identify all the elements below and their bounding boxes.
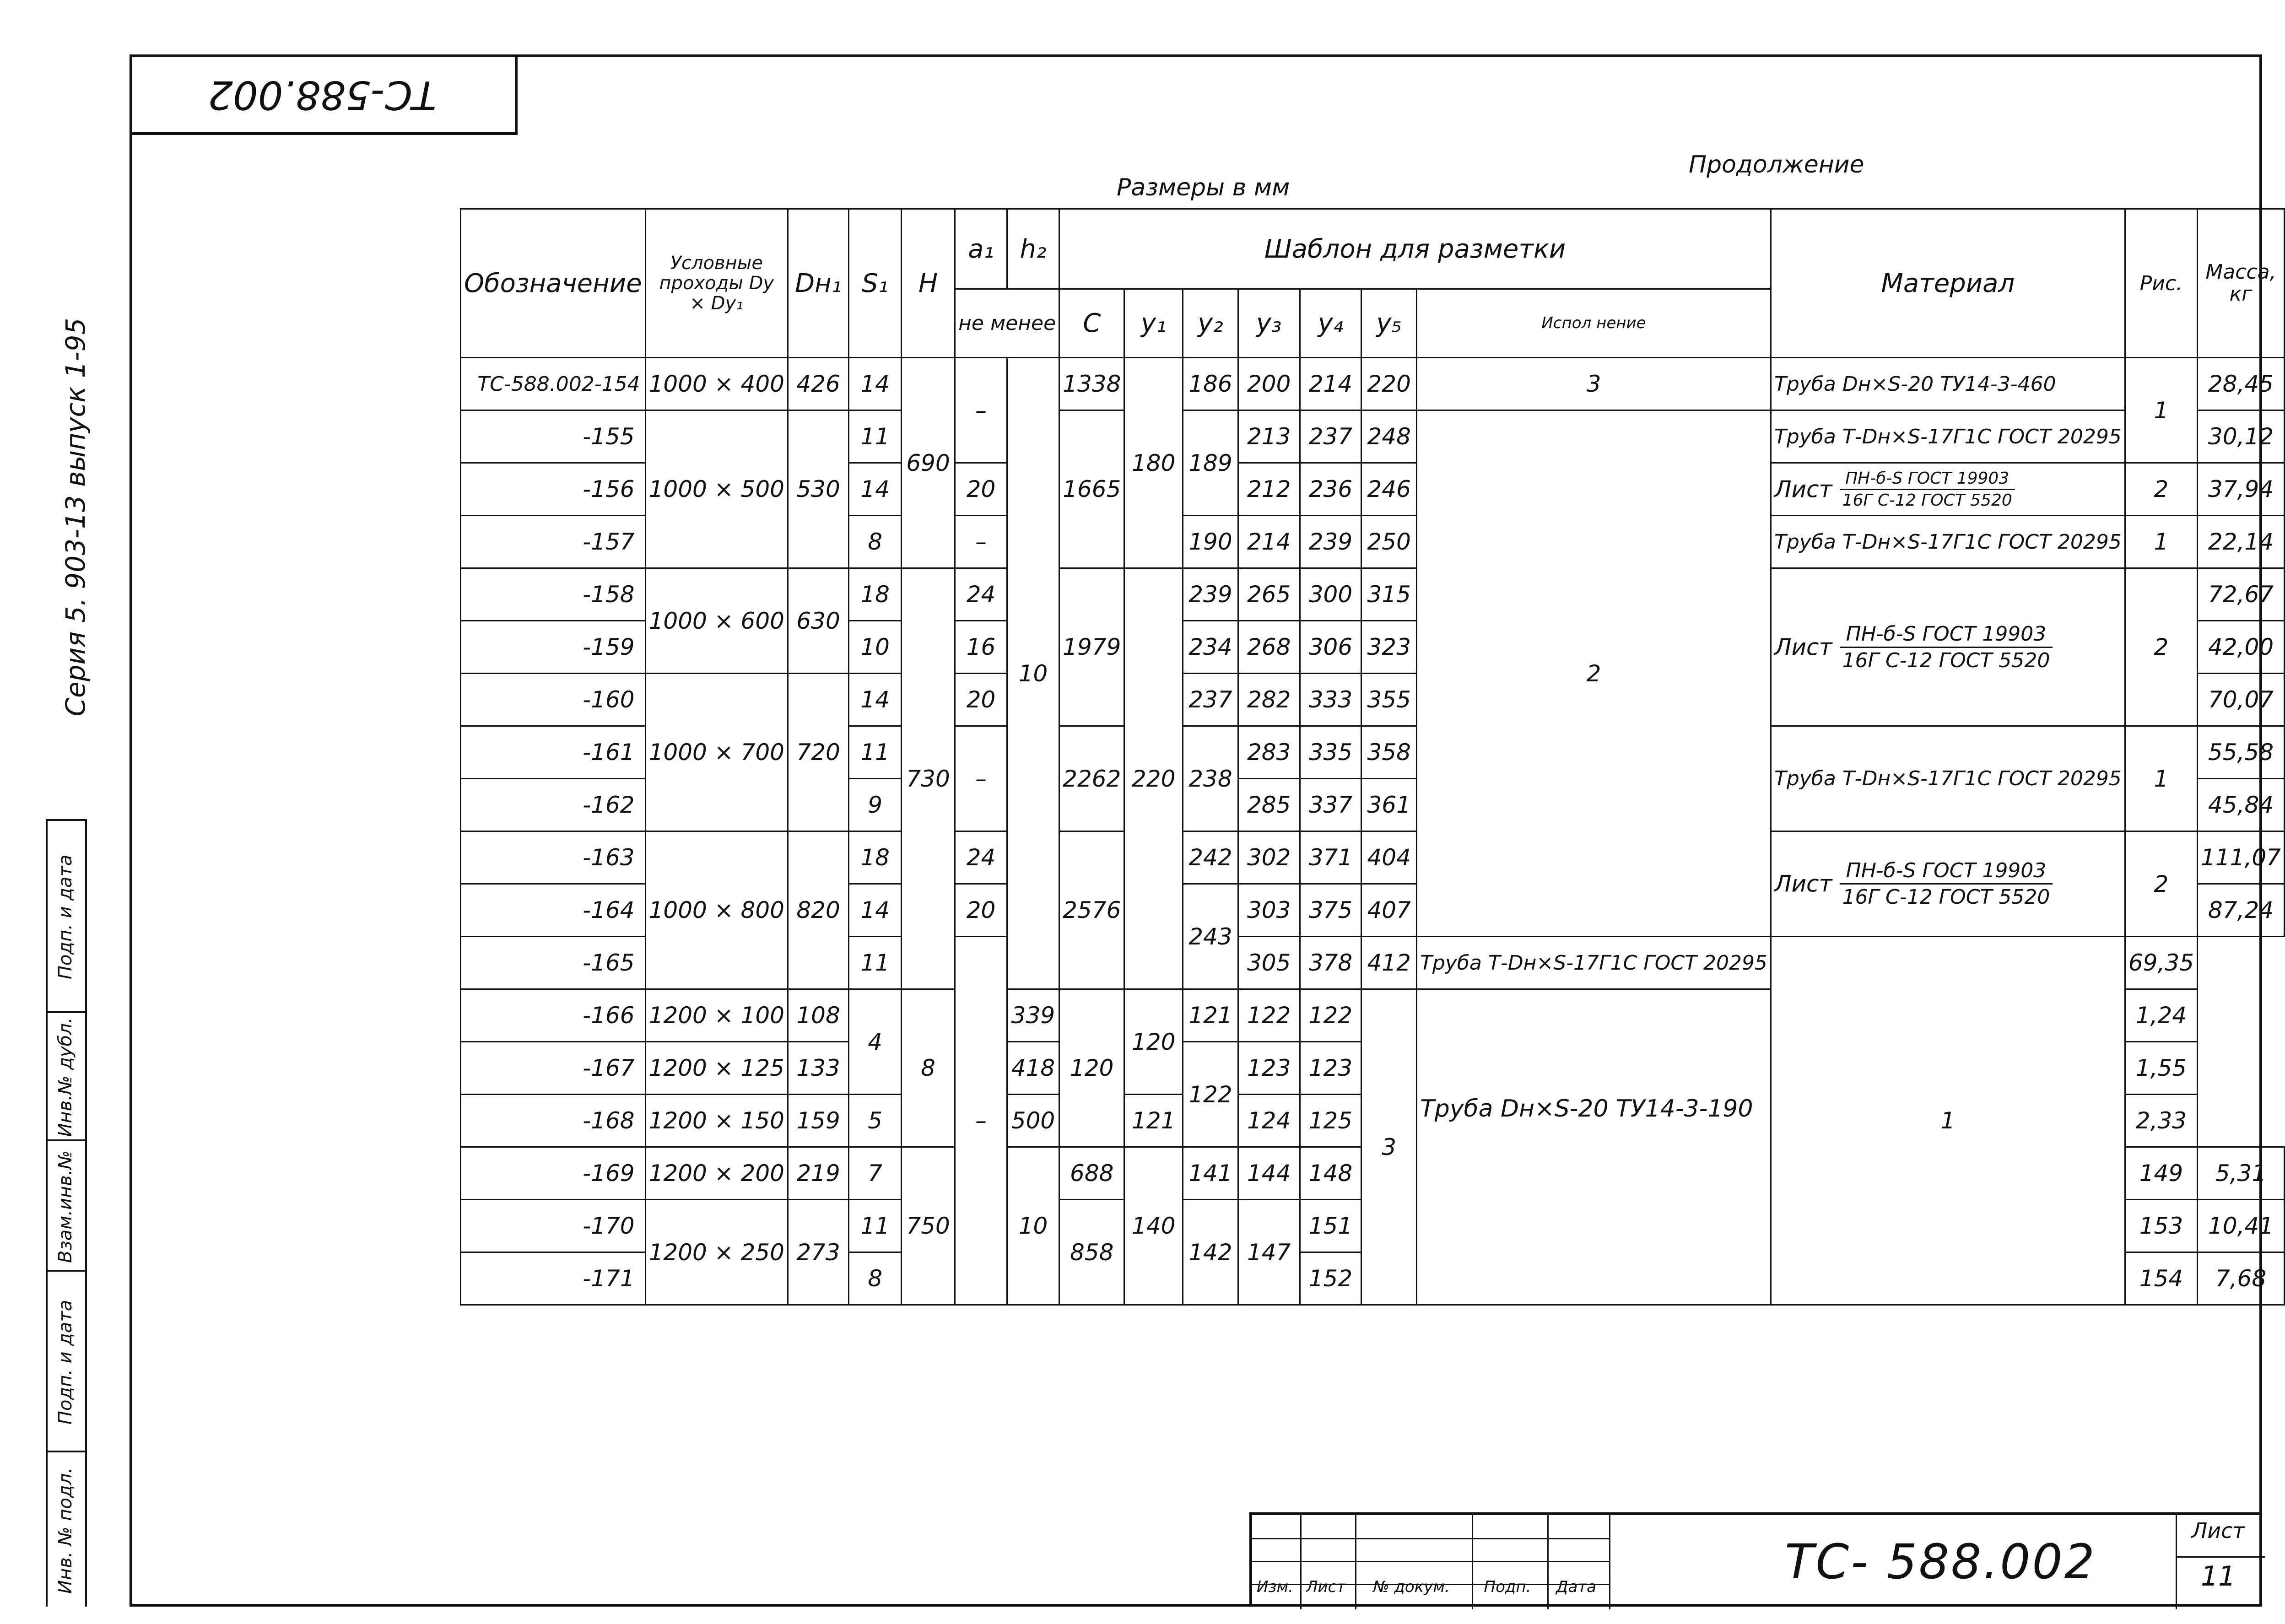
designation-cell: -168 — [461, 1095, 646, 1147]
y5-cell: 248 — [1361, 410, 1417, 463]
side-stamp — [46, 819, 133, 1607]
fig-cell: 1 — [1771, 937, 2125, 1305]
a1-cell: 24 — [955, 568, 1007, 621]
a1-cell: 20 — [955, 674, 1007, 726]
y5-cell: 412 — [1361, 937, 1417, 989]
a1-cell: – — [955, 726, 1007, 831]
mass-cell: 55,58 — [2198, 726, 2285, 779]
c-cell: 858 — [1059, 1200, 1124, 1305]
mass-cell: 87,24 — [2198, 884, 2285, 937]
series-text: Серия 5. 903-13 выпуск 1-95 — [60, 318, 91, 717]
material-cell: Труба Dн×S-20 ТУ14-3-460 — [1771, 358, 2125, 410]
header-dn: Dн₁ — [788, 209, 848, 358]
designation-cell: -159 — [461, 621, 646, 674]
passages-cell: 1200 × 100 — [645, 989, 788, 1042]
header-template: Шаблон для разметки — [1059, 209, 1771, 289]
fig-cell: 2 — [2125, 463, 2197, 516]
header-passages: Условные проходы Dу × Dу₁ — [645, 209, 788, 358]
header-y1: y₁ — [1124, 289, 1183, 358]
side-cell-podp-data-lower: Подп. и дата — [46, 1270, 85, 1452]
y2-cell: 141 — [1183, 1147, 1238, 1200]
passages-cell: 1000 × 700 — [645, 674, 788, 831]
side-cell-inv-dubl: Инв.№ дубл. — [46, 1011, 85, 1141]
material-cell: Труба Т-Dн×S-17Г1С ГОСТ 20295 — [1417, 937, 1771, 989]
mass-cell: 42,00 — [2198, 621, 2285, 674]
side-cell-vzam-inv: Взам.инв.№ — [46, 1139, 85, 1272]
header-h: H — [901, 209, 955, 358]
y1-cell: 220 — [1124, 568, 1183, 989]
y3-cell: 144 — [1238, 1147, 1300, 1200]
header-h2: h₂ — [1007, 209, 1059, 289]
s-cell: 9 — [849, 779, 902, 831]
s-cell: 7 — [849, 1147, 902, 1200]
y4-cell: 375 — [1300, 884, 1361, 937]
side-cell-podp-data-upper: Подп. и дата — [46, 819, 85, 1013]
y3-cell: 268 — [1238, 621, 1300, 674]
s-cell: 5 — [849, 1095, 902, 1147]
c-cell: 688 — [1059, 1147, 1124, 1200]
s-cell: 8 — [849, 516, 902, 568]
designation-cell: ТС-588.002-154 — [461, 358, 646, 410]
table-row — [461, 831, 2285, 884]
y2-cell: 239 — [1183, 568, 1238, 621]
y3-cell: 121 — [1183, 989, 1238, 1042]
tb-date: Дата — [1556, 1578, 1597, 1596]
h-cell: 730 — [901, 568, 955, 989]
material-cell: Труба Т-Dн×S-17Г1С ГОСТ 20295 — [1771, 726, 2125, 831]
c-cell: 1338 — [1059, 358, 1124, 410]
passages-cell: 1000 × 800 — [645, 831, 788, 989]
a1-cell: 20 — [955, 884, 1007, 937]
s-cell: 10 — [849, 621, 902, 674]
header-material: Материал — [1771, 209, 2125, 358]
material-fraction: $\frac{\text{ПН-б-S ГОСТ 19903}}{\text{16Г С-12 ГОСТ 5520}}$ — [1840, 468, 2015, 511]
s-cell: 11 — [849, 1200, 902, 1252]
header-s: S₁ — [849, 209, 902, 358]
passages-cell: 1200 × 125 — [645, 1042, 788, 1095]
mass-cell: 1,24 — [2125, 989, 2197, 1042]
y5-cell: 153 — [2125, 1200, 2197, 1252]
header-c: C — [1059, 289, 1124, 358]
dimensions-table — [460, 208, 2285, 1306]
designation-cell: -171 — [461, 1252, 646, 1305]
h2-cell: 8 — [901, 989, 955, 1147]
c-cell: 2576 — [1059, 831, 1124, 989]
mass-cell: 111,07 — [2198, 831, 2285, 884]
designation-cell: -158 — [461, 568, 646, 621]
s-cell: 18 — [849, 831, 902, 884]
a1-cell: 20 — [955, 463, 1007, 516]
variant-cell: 3 — [1417, 358, 1771, 410]
caption-continue: Продолжение — [1689, 151, 1864, 178]
mass-cell: 69,35 — [2125, 937, 2197, 989]
y5-cell: 154 — [2125, 1252, 2197, 1305]
s-cell: 11 — [849, 726, 902, 779]
y4-cell: 335 — [1300, 726, 1361, 779]
s-cell: 14 — [849, 358, 902, 410]
y5-cell: 250 — [1361, 516, 1417, 568]
passages-cell: 1000 × 500 — [645, 410, 788, 568]
fig-cell: 1 — [2125, 516, 2197, 568]
y5-cell: 355 — [1361, 674, 1417, 726]
mass-cell: 5,31 — [2198, 1147, 2285, 1200]
material-cell: Труба Т-Dн×S-17Г1С ГОСТ 20295 — [1771, 516, 2125, 568]
y3-cell: 283 — [1238, 726, 1300, 779]
y4-cell: 214 — [1300, 358, 1361, 410]
a1-cell: 16 — [955, 621, 1007, 674]
mass-cell: 70,07 — [2198, 674, 2285, 726]
h-cell: 690 — [901, 358, 955, 568]
table-row — [461, 410, 2285, 463]
y4-cell: 306 — [1300, 621, 1361, 674]
y2-cell: 238 — [1183, 726, 1238, 831]
y2-cell: 190 — [1183, 516, 1238, 568]
caption-units: Размеры в мм — [1117, 174, 1290, 201]
mass-cell: 30,12 — [2198, 410, 2285, 463]
designation-cell: -163 — [461, 831, 646, 884]
s-cell: 11 — [849, 410, 902, 463]
y5-cell: 361 — [1361, 779, 1417, 831]
designation-cell: -170 — [461, 1200, 646, 1252]
dn-cell: 219 — [788, 1147, 848, 1200]
material-cell: Труба Dн×S-20 ТУ14-3-190 — [1417, 989, 1771, 1305]
fig-cell: 1 — [2125, 726, 2197, 831]
y3-cell: 285 — [1238, 779, 1300, 831]
passages-cell: 1000 × 400 — [645, 358, 788, 410]
y3-cell: 122 — [1183, 1042, 1238, 1147]
a1-cell: 24 — [955, 831, 1007, 884]
y5-cell: 149 — [2125, 1147, 2197, 1200]
header-y5: y₅ — [1361, 289, 1417, 358]
y3-cell: 147 — [1238, 1200, 1300, 1305]
designation-cell: -156 — [461, 463, 646, 516]
y4-cell: 300 — [1300, 568, 1361, 621]
series-label — [50, 311, 101, 723]
fig-cell: 2 — [2125, 568, 2197, 726]
y3-cell: 303 — [1238, 884, 1300, 937]
designation-cell: -160 — [461, 674, 646, 726]
y5-cell: 315 — [1361, 568, 1417, 621]
header-min: не менее — [955, 289, 1059, 358]
header-y3: y₃ — [1238, 289, 1300, 358]
material-fraction: $\frac{\text{ПН-б-S ГОСТ 19903}}{\text{16Г С-12 ГОСТ 5520}}$ — [1840, 621, 2053, 673]
y5-cell: 404 — [1361, 831, 1417, 884]
y3-cell: 212 — [1238, 463, 1300, 516]
document-number: ТС- 588.002 — [1785, 1534, 2096, 1590]
passages-cell: 1200 × 150 — [645, 1095, 788, 1147]
mass-cell: 1,55 — [2125, 1042, 2197, 1095]
dn-cell: 426 — [788, 358, 848, 410]
y4-cell: 123 — [1238, 1042, 1300, 1095]
y1-cell: 120 — [1059, 989, 1124, 1147]
y2-cell: 142 — [1183, 1200, 1238, 1305]
y4-cell: 122 — [1238, 989, 1300, 1042]
dn-cell: 273 — [788, 1200, 848, 1305]
s-cell: 18 — [849, 568, 902, 621]
material-fraction: $\frac{\text{ПН-б-S ГОСТ 19903}}{\text{16Г С-12 ГОСТ 5520}}$ — [1840, 858, 2053, 910]
h-cell: 750 — [901, 1147, 955, 1305]
mass-cell: 28,45 — [2198, 358, 2285, 410]
y3-cell: 200 — [1238, 358, 1300, 410]
a1-cell: – — [955, 937, 1007, 1305]
header-y4: y₄ — [1300, 289, 1361, 358]
designation-cell: -162 — [461, 779, 646, 831]
a1-cell: – — [955, 358, 1007, 463]
fig-cell: 1 — [2125, 358, 2197, 463]
y4-cell: 378 — [1300, 937, 1361, 989]
y3-cell: 305 — [1238, 937, 1300, 989]
mass-cell: 72,67 — [2198, 568, 2285, 621]
material-cell: Лист $\frac{\text{ПН-б-S ГОСТ 19903}}{\text{16Г С-12 ГОСТ 5520}}$ — [1771, 831, 2125, 937]
dn-cell: 630 — [788, 568, 848, 674]
s-cell: 14 — [849, 463, 902, 516]
y5-cell: 246 — [1361, 463, 1417, 516]
tb-list: Лист — [1306, 1578, 1346, 1596]
table-row — [461, 358, 2285, 410]
s-cell: 11 — [849, 937, 902, 989]
s-cell: 14 — [849, 674, 902, 726]
dn-cell: 108 — [788, 989, 848, 1042]
y5-cell: 125 — [1300, 1095, 1361, 1147]
y5-cell: 123 — [1300, 1042, 1361, 1095]
sheet-label: Лист — [2191, 1518, 2245, 1543]
designation-cell: -166 — [461, 989, 646, 1042]
sheet-number: 11 — [2200, 1560, 2236, 1592]
table-row — [461, 568, 2285, 621]
material-cell: Лист $\frac{\text{ПН-б-S ГОСТ 19903}}{\text{16Г С-12 ГОСТ 5520}}$ — [1771, 568, 2125, 726]
s-cell: 4 — [849, 989, 902, 1095]
mass-cell: 37,94 — [2198, 463, 2285, 516]
y4-cell: 239 — [1300, 516, 1361, 568]
passages-cell: 1200 × 250 — [645, 1200, 788, 1305]
y5-cell: 220 — [1361, 358, 1417, 410]
y2-cell: 189 — [1183, 410, 1238, 516]
variant-cell: 2 — [1417, 410, 1771, 937]
designation-cell: -169 — [461, 1147, 646, 1200]
mass-cell: 7,68 — [2198, 1252, 2285, 1305]
y5-cell: 407 — [1361, 884, 1417, 937]
header-mass: Масса, кг — [2198, 209, 2285, 358]
c-cell: 1979 — [1059, 568, 1124, 726]
y4-cell: 148 — [1300, 1147, 1361, 1200]
designation-cell: -167 — [461, 1042, 646, 1095]
y1-cell: 180 — [1124, 358, 1183, 568]
h2-cell: 10 — [1007, 1147, 1059, 1305]
y2-cell: 237 — [1183, 674, 1238, 726]
tb-sign: Подп. — [1484, 1578, 1531, 1596]
a1-cell: – — [955, 516, 1007, 568]
y2-cell: 234 — [1183, 621, 1238, 674]
top-stamp — [130, 54, 518, 135]
y3-cell: 265 — [1238, 568, 1300, 621]
y4-cell: 371 — [1300, 831, 1361, 884]
passages-cell: 1000 × 600 — [645, 568, 788, 674]
y2-cell: 121 — [1124, 1095, 1183, 1147]
y4-cell: 237 — [1300, 410, 1361, 463]
y2-cell: 120 — [1124, 989, 1183, 1095]
y4-cell: 151 — [1300, 1200, 1361, 1252]
mass-cell: 45,84 — [2198, 779, 2285, 831]
header-fig: Рис. — [2125, 209, 2197, 358]
header-a1: a₁ — [955, 209, 1007, 289]
dn-cell: 133 — [788, 1042, 848, 1095]
mass-cell: 22,14 — [2198, 516, 2285, 568]
c-cell: 1665 — [1059, 410, 1124, 568]
side-cell-inv-podl: Инв. № подл. — [46, 1451, 85, 1608]
designation-cell: -155 — [461, 410, 646, 463]
material-cell: Труба Т-Dн×S-17Г1С ГОСТ 20295 — [1771, 410, 2125, 463]
y3-cell: 214 — [1238, 516, 1300, 568]
tb-doc: № докум. — [1373, 1578, 1450, 1596]
header-y2: y₂ — [1183, 289, 1238, 358]
y5-cell: 122 — [1300, 989, 1361, 1042]
designation-cell: -157 — [461, 516, 646, 568]
header-variant: Испол нение — [1417, 289, 1771, 358]
designation-cell: -161 — [461, 726, 646, 779]
y4-cell: 333 — [1300, 674, 1361, 726]
y2-cell: 186 — [1183, 358, 1238, 410]
tb-izm: Изм. — [1257, 1578, 1293, 1596]
c-cell: 500 — [1007, 1095, 1059, 1147]
s-cell: 8 — [849, 1252, 902, 1305]
y3-cell: 282 — [1238, 674, 1300, 726]
variant-cell: 3 — [1361, 989, 1417, 1305]
fig-cell: 2 — [2125, 831, 2197, 937]
y3-cell: 302 — [1238, 831, 1300, 884]
y4-cell: 152 — [1300, 1252, 1361, 1305]
y1-cell: 140 — [1124, 1147, 1183, 1305]
dn-cell: 820 — [788, 831, 848, 989]
s-cell: 14 — [849, 884, 902, 937]
c-cell: 339 — [1007, 989, 1059, 1042]
dn-cell: 530 — [788, 410, 848, 568]
y3-cell: 213 — [1238, 410, 1300, 463]
dn-cell: 159 — [788, 1095, 848, 1147]
h2-cell: 10 — [1007, 358, 1059, 989]
designation-cell: -165 — [461, 937, 646, 989]
top-stamp-text: ТС-588.002 — [208, 72, 437, 118]
dn-cell: 720 — [788, 674, 848, 831]
y5-cell: 323 — [1361, 621, 1417, 674]
side-stamp-border-mid — [85, 819, 87, 1607]
mass-cell: 10,41 — [2198, 1200, 2285, 1252]
c-cell: 2262 — [1059, 726, 1124, 831]
material-cell: Лист $\frac{\text{ПН-б-S ГОСТ 19903}}{\text{16Г С-12 ГОСТ 5520}}$ — [1771, 463, 2125, 516]
y4-cell: 337 — [1300, 779, 1361, 831]
header-designation: Обозначение — [461, 209, 646, 358]
y2-cell: 243 — [1183, 884, 1238, 989]
designation-cell: -164 — [461, 884, 646, 937]
passages-cell: 1200 × 200 — [645, 1147, 788, 1200]
mass-cell: 2,33 — [2125, 1095, 2197, 1147]
y5-cell: 358 — [1361, 726, 1417, 779]
y2-cell: 242 — [1183, 831, 1238, 884]
c-cell: 418 — [1007, 1042, 1059, 1095]
y4-cell: 124 — [1238, 1095, 1300, 1147]
y4-cell: 236 — [1300, 463, 1361, 516]
